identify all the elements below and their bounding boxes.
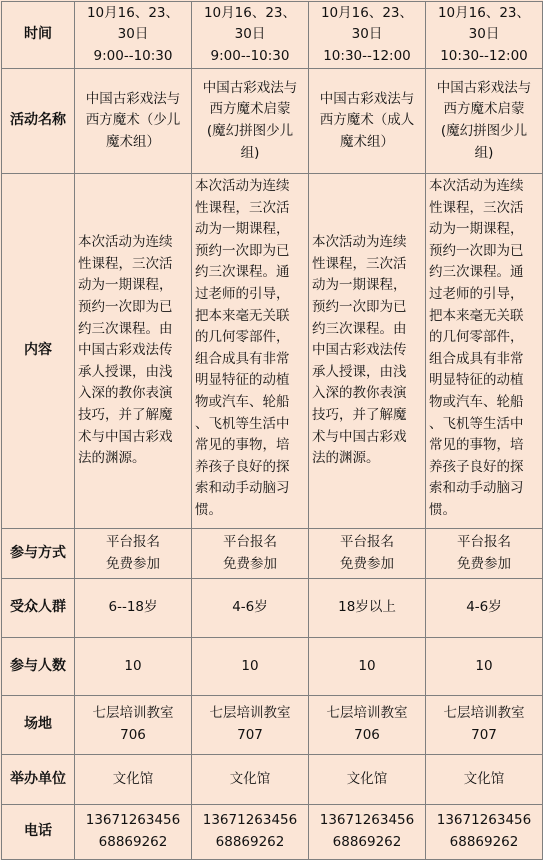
cell-text-line: 把本来毫无关联 [195, 307, 290, 324]
cell-text-line: 明显特征的动植 [195, 372, 290, 389]
organizer-row [2, 755, 543, 805]
table-cell [309, 174, 426, 529]
cell-text-line: 动为一期课程， [78, 277, 173, 294]
cell-text-line: 免费参加 [106, 555, 160, 572]
table-cell [75, 2, 192, 69]
cell-text-line: 预约一次即为已 [312, 299, 407, 316]
cell-text-line: 动为一期课程， [312, 277, 407, 294]
cell-text-line: 10 [358, 657, 376, 674]
cell-text-line: 性课程，三次活 [195, 199, 290, 216]
cell-text-line: 10月16、23、 [437, 4, 531, 21]
cell-text-line: 10 [475, 657, 493, 674]
cell-text-line: 预约一次即为已 [78, 299, 173, 316]
table-cell [75, 529, 192, 579]
cell-text-line: 68869262 [449, 834, 519, 850]
cell-text-line: 文化馆 [346, 770, 388, 787]
phone-row [2, 805, 543, 860]
table-cell [309, 696, 426, 755]
cell-text-line: 、飞机等生活中 [429, 415, 524, 432]
cell-text-line: 西方魔术（成人 [319, 112, 415, 129]
cell-text-line: 文化馆 [112, 770, 154, 787]
cell-text-line: 平台报名 [340, 533, 394, 550]
cell-text-line: 13671263456 [202, 812, 298, 829]
table-cell [75, 805, 192, 860]
cell-text-line: 约三次课程。由 [78, 320, 173, 337]
cell-text-line: 13671263456 [319, 812, 415, 829]
table-cell [309, 529, 426, 579]
table-cell [309, 638, 426, 696]
cell-text-line: 平台报名 [106, 533, 160, 550]
activity-name-row [2, 69, 543, 174]
cell-text-line: 68869262 [98, 834, 168, 850]
cell-text-line: 入深的教你表演 [312, 385, 407, 402]
cell-text-line: 约三次课程。通 [195, 264, 290, 281]
table-cell [192, 755, 309, 805]
row-header: 内容 [2, 174, 75, 529]
cell-text-line: 技巧，并了解魔 [312, 406, 407, 423]
cell-text-line: 七层培训教室 [92, 705, 174, 722]
cell-text-line: 4-6岁 [232, 599, 268, 616]
cell-text-line: (魔幻拼图少儿 [206, 123, 294, 139]
row-header: 电话 [2, 805, 75, 860]
cell-text-line: 中国古彩戏法与 [202, 79, 298, 96]
cell-text-line: 过老师的引导， [429, 285, 524, 302]
audience-row [2, 579, 543, 638]
cell-text-line: 常见的事物，培 [195, 437, 290, 454]
cell-text-line: 4-6岁 [466, 599, 502, 616]
cell-text-line: 本次活动为连续 [78, 234, 173, 251]
cell-text-line: 9:00--10:30 [210, 47, 290, 64]
cell-text-line: 13671263456 [85, 812, 181, 829]
cell-text-line: 法的渊源。 [78, 450, 146, 467]
cell-text-line: 10月16、23、 [203, 4, 297, 21]
cell-text-line: 组) [474, 144, 494, 161]
cell-text-line: 性课程，三次活 [429, 199, 524, 216]
cell-text-line: 10 [241, 657, 259, 674]
row-header: 参与方式 [2, 529, 75, 579]
cell-text-line: 免费参加 [223, 555, 277, 572]
cell-text-line: 中国古彩戏法与 [319, 90, 415, 107]
venue-row [2, 696, 543, 755]
cell-text-line: 10月16、23、 [320, 4, 414, 21]
cell-text-line: 入深的教你表演 [78, 385, 173, 402]
participation-row [2, 529, 543, 579]
cell-text-line: 把本来毫无关联 [429, 307, 524, 324]
cell-text-line: 七层培训教室 [443, 705, 525, 722]
cell-text-line: 30日 [117, 26, 149, 43]
cell-text-line: 10:30--12:00 [440, 47, 528, 64]
cell-text-line: 68869262 [215, 834, 285, 850]
cell-text-line: 索和动手动脑习 [429, 480, 524, 497]
cell-text-line: 组合成具有非常 [195, 350, 290, 367]
cell-text-line: 、飞机等生活中 [195, 415, 290, 432]
cell-text-line: 706 [354, 727, 380, 743]
table-cell [309, 69, 426, 174]
cell-text-line: 免费参加 [457, 555, 511, 572]
cell-text-line: 本次活动为连续 [195, 178, 290, 194]
table-cell [426, 174, 543, 529]
table-cell [75, 579, 192, 638]
table-cell [426, 69, 543, 174]
cell-text-line: 中国古彩戏法传 [78, 342, 173, 359]
cell-text-line: 平台报名 [223, 533, 277, 550]
cell-text-line: 明显特征的动植 [429, 372, 524, 389]
capacity-row [2, 638, 543, 696]
row-header: 举办单位 [2, 755, 75, 805]
table-cell [192, 529, 309, 579]
table-cell [426, 2, 543, 69]
cell-text-line: 10 [124, 657, 142, 674]
cell-text-line: 约三次课程。由 [312, 320, 407, 337]
cell-text-line: 法的渊源。 [312, 450, 380, 467]
cell-text-line: 预约一次即为已 [429, 242, 524, 259]
cell-text-line: 本次活动为连续 [429, 178, 524, 194]
cell-text-line: 过老师的引导， [195, 285, 290, 302]
cell-text-line: 10:30--12:00 [323, 47, 411, 64]
cell-text-line: 惯。 [429, 501, 456, 518]
table-cell [426, 579, 543, 638]
cell-text-line: 68869262 [332, 834, 402, 850]
content-row [2, 174, 543, 529]
cell-text-line: 30日 [234, 26, 266, 43]
cell-text-line: 技巧，并了解魔 [78, 406, 173, 423]
cell-text-line: 的几何零部件， [195, 329, 290, 346]
table-cell [192, 805, 309, 860]
cell-text-line: 706 [120, 727, 146, 743]
row-header: 时间 [2, 2, 75, 69]
table-cell [192, 638, 309, 696]
cell-text-line: 13671263456 [436, 812, 532, 829]
cell-text-line: 本次活动为连续 [312, 234, 407, 251]
time-row [2, 2, 543, 69]
table-cell [75, 696, 192, 755]
cell-text-line: 30日 [468, 26, 500, 43]
cell-text-line: 西方魔术启蒙 [209, 101, 291, 118]
table-cell [426, 696, 543, 755]
row-header: 场地 [2, 696, 75, 755]
table-cell [75, 755, 192, 805]
cell-text-line: 免费参加 [340, 555, 394, 572]
table-cell [426, 805, 543, 860]
cell-text-line: 七层培训教室 [326, 705, 408, 722]
cell-text-line: 中国古彩戏法与 [85, 90, 181, 107]
cell-text-line: 物或汽车、轮船 [429, 393, 524, 410]
table-cell [426, 638, 543, 696]
table-cell [192, 174, 309, 529]
table-cell [192, 696, 309, 755]
cell-text-line: 魔术组） [106, 133, 160, 150]
table-cell [75, 638, 192, 696]
cell-text-line: 七层培训教室 [209, 705, 291, 722]
cell-text-line: 9:00--10:30 [93, 47, 173, 64]
table-cell [426, 529, 543, 579]
table-cell [192, 69, 309, 174]
cell-text-line: 物或汽车、轮船 [195, 393, 290, 410]
cell-text-line: 承人授课，由浅 [78, 363, 173, 380]
table-cell [309, 805, 426, 860]
cell-text-line: 西方魔术启蒙 [443, 101, 525, 118]
cell-text-line: 约三次课程。通 [429, 264, 524, 281]
cell-text-line: 魔术组） [340, 133, 394, 150]
cell-text-line: 承人授课，由浅 [312, 363, 407, 380]
cell-text-line: 中国古彩戏法传 [312, 342, 407, 359]
table-cell [309, 755, 426, 805]
table-cell [75, 69, 192, 174]
row-header: 受众人群 [2, 579, 75, 638]
cell-text-line: 术与中国古彩戏 [312, 428, 407, 445]
cell-text-line: 组合成具有非常 [429, 350, 524, 367]
activity-schedule-table [1, 1, 543, 860]
table-cell [309, 2, 426, 69]
table-cell [426, 755, 543, 805]
row-header: 活动名称 [2, 69, 75, 174]
cell-text-line: 707 [471, 727, 497, 743]
cell-text-line: 30日 [351, 26, 383, 43]
cell-text-line: 常见的事物，培 [429, 437, 524, 454]
cell-text-line: 动为一期课程， [429, 221, 524, 238]
cell-text-line: 组) [240, 144, 260, 161]
cell-text-line: 18岁以上 [338, 599, 396, 616]
cell-text-line: 预约一次即为已 [195, 242, 290, 259]
table-cell [75, 174, 192, 529]
cell-text-line: 西方魔术（少儿 [85, 112, 181, 129]
cell-text-line: 平台报名 [457, 533, 511, 550]
cell-text-line: 性课程，三次活 [78, 255, 173, 272]
row-header: 参与人数 [2, 638, 75, 696]
cell-text-line: 文化馆 [463, 770, 505, 787]
cell-text-line: 10月16、23、 [86, 4, 180, 21]
table-cell [309, 579, 426, 638]
cell-text-line: 养孩子良好的探 [195, 458, 290, 475]
cell-text-line: 性课程，三次活 [312, 255, 407, 272]
cell-text-line: 索和动手动脑习 [195, 480, 290, 497]
cell-text-line: 中国古彩戏法与 [436, 79, 532, 96]
cell-text-line: 6--18岁 [108, 599, 158, 616]
table-cell [192, 579, 309, 638]
cell-text-line: 养孩子良好的探 [429, 458, 524, 475]
cell-text-line: (魔幻拼图少儿 [440, 123, 528, 139]
cell-text-line: 术与中国古彩戏 [78, 428, 173, 445]
cell-text-line: 动为一期课程， [195, 221, 290, 238]
table-body [2, 2, 543, 860]
cell-text-line: 707 [237, 727, 263, 743]
cell-text-line: 文化馆 [229, 770, 271, 787]
cell-text-line: 惯。 [195, 501, 222, 518]
table-cell [192, 2, 309, 69]
cell-text-line: 的几何零部件， [429, 329, 524, 346]
